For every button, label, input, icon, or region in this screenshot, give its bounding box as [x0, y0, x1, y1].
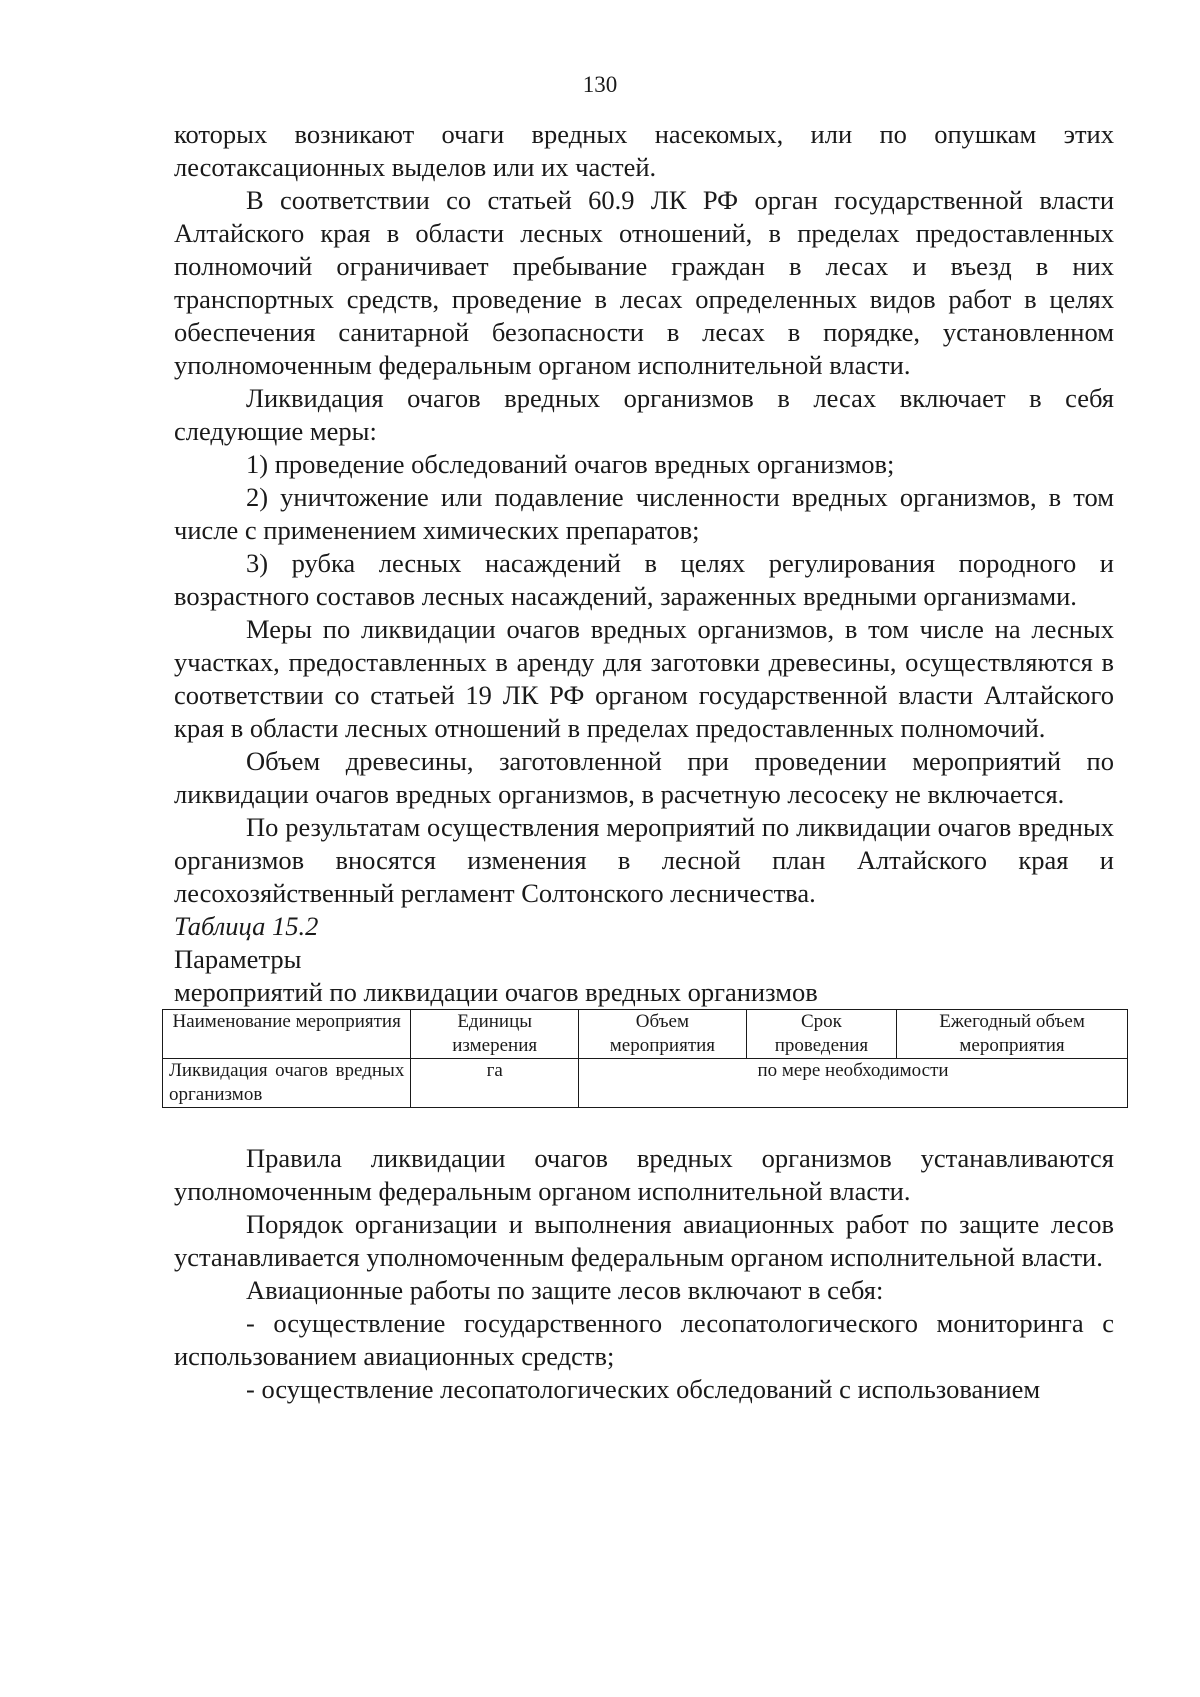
paragraph: По результатам осуществления мероприятий по ликвидации очагов вредных организмов вносятся изменения в лесной план Алтайского края и лесохозяйственный регламент Солтонского лесничества.: [174, 812, 1114, 908]
paragraph: Авиационные работы по защите лесов включают в себя:: [246, 1275, 884, 1305]
header-volume: Объем мероприятия: [579, 1010, 747, 1059]
table-row: [163, 1059, 1128, 1108]
row-unit: га: [411, 1059, 579, 1108]
paragraph: 3) рубка лесных насаждений в целях регулирования породного и возрастного составов лесных насаждений, зараженных вредными организмами.: [174, 548, 1114, 611]
header-period: Срок проведения: [746, 1010, 896, 1059]
paragraph: 2) уничтожение или подавление численности вредных организмов, в том числе с применением химических препаратов;: [174, 482, 1114, 545]
table-caption: Таблица 15.2: [174, 911, 319, 941]
row-name: Ликвидация очагов вредных организмов: [163, 1059, 411, 1108]
paragraphs-before: [174, 118, 1114, 910]
header-name: Наименование мероприятия: [163, 1010, 411, 1059]
table-title: Параметры: [174, 944, 302, 974]
paragraph: Ликвидация очагов вредных организмов в лесах включает в себя следующие меры:: [174, 383, 1114, 446]
paragraph: В соответствии со статьей 60.9 ЛК РФ орган государственной власти Алтайского края в области лесных отношений, в пределах предоставленных полномочий ограничивает пребывание граждан в лесах и въезд в них транспортных средств, проведение в лесах определенных видов работ в целях обеспечения санитарной безопасности в лесах в порядке, установленном уполномоченным федеральным органом исполнительной власти.: [174, 185, 1114, 380]
body-text: [169, 118, 1114, 1406]
paragraph: - осуществление лесопатологических обследований с использованием: [246, 1374, 1041, 1404]
paragraph: 1) проведение обследований очагов вредных организмов;: [246, 449, 895, 479]
paragraphs-after: [174, 1142, 1114, 1406]
paragraph: Меры по ликвидации очагов вредных организмов, в том числе на лесных участках, предоставленных в аренду для заготовки древесины, осуществляются в соответствии со статьей 19 ЛК РФ органом государственной власти Алтайского края в области лесных отношений в пределах предоставленных полномочий.: [174, 614, 1114, 743]
table-subtitle: мероприятий по ликвидации очагов вредных организмов: [174, 977, 818, 1007]
paragraph: Правила ликвидации очагов вредных организмов устанавливаются уполномоченным федеральным органом исполнительной власти.: [174, 1143, 1114, 1206]
parameters-table: [162, 1009, 1128, 1108]
row-merged-value: по мере необходимости: [579, 1059, 1128, 1108]
header-unit: Единицы измерения: [411, 1010, 579, 1059]
paragraph: Объем древесины, заготовленной при проведении мероприятий по ликвидации очагов вредных организмов, в расчетную лесосеку не включается.: [174, 746, 1114, 809]
paragraph: которых возникают очаги вредных насекомых, или по опушкам этих лесотаксационных выделов или их частей.: [174, 119, 1114, 182]
header-annual-volume: Ежегодный объем мероприятия: [897, 1010, 1128, 1059]
paragraph: Порядок организации и выполнения авиационных работ по защите лесов устанавливается уполномоченным федеральным органом исполнительной власти.: [174, 1209, 1114, 1272]
table-header-row: [163, 1010, 1128, 1059]
paragraph: - осуществление государственного лесопатологического мониторинга с использованием авиационных средств;: [174, 1308, 1114, 1371]
page-number: 130: [582, 72, 618, 97]
